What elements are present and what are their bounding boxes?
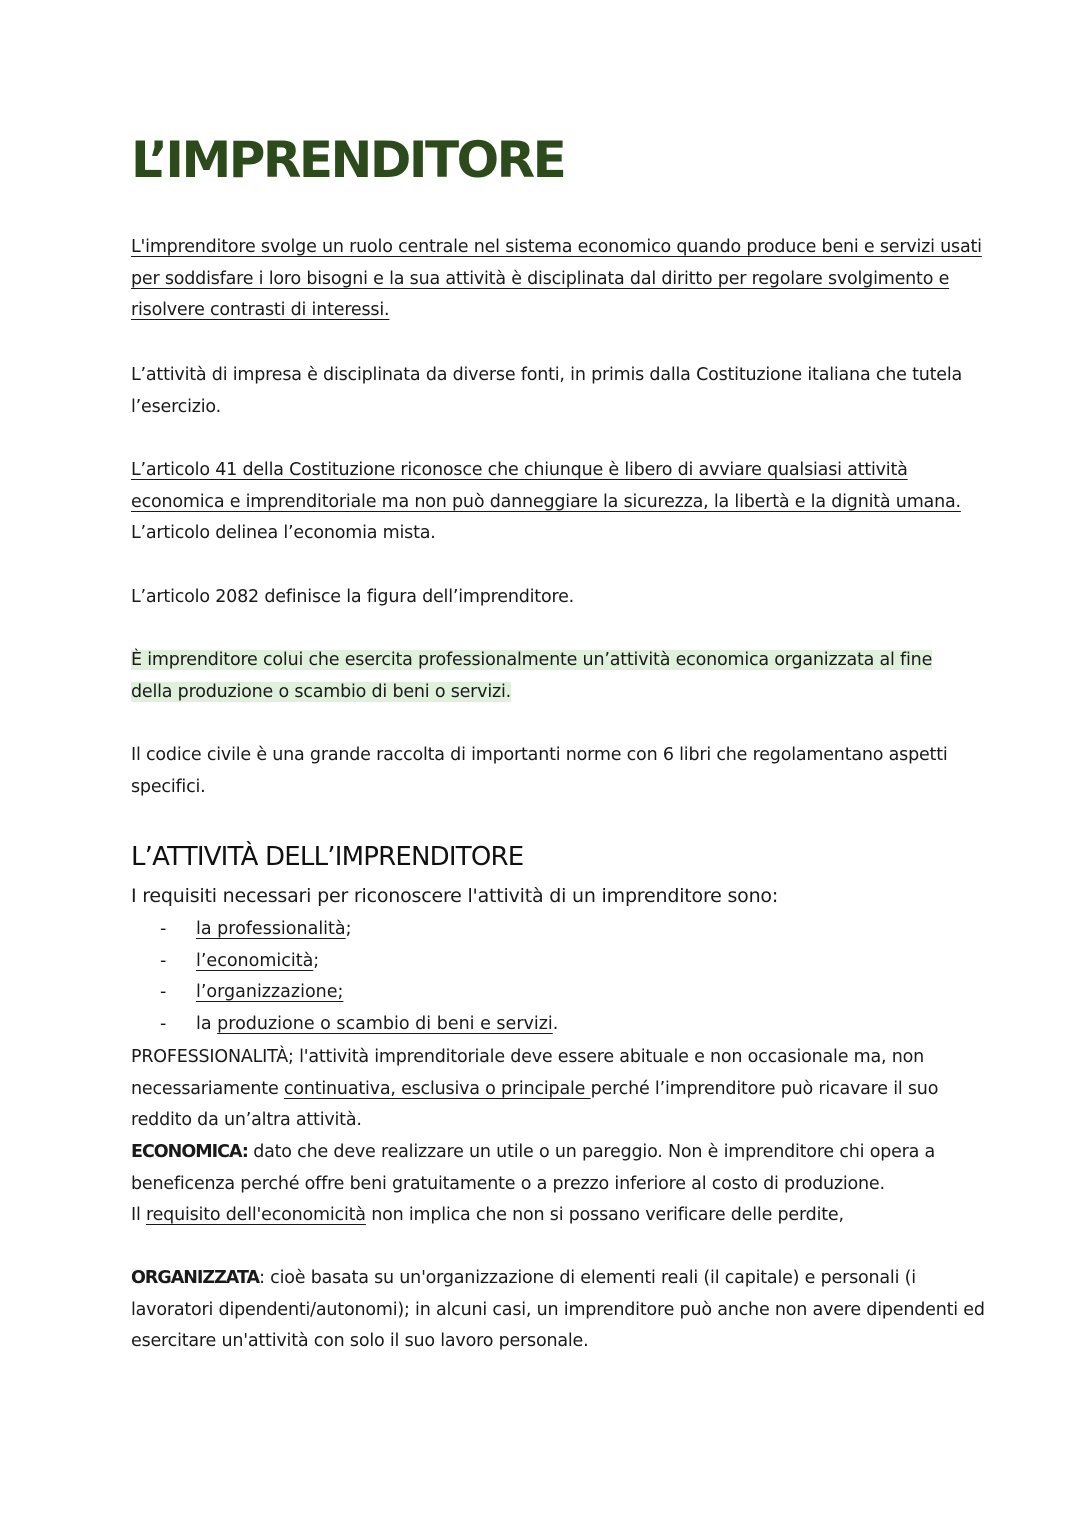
list-item <box>160 946 558 978</box>
list-dash: - <box>160 1014 167 1035</box>
economica-label: ECONOMICA: <box>131 1142 248 1162</box>
economica-line2-a: Il <box>131 1205 146 1225</box>
articolo41-rest-text: L’articolo delinea l’economia mista. <box>131 523 436 543</box>
list-item <box>160 914 558 946</box>
intro-paragraph <box>131 232 991 327</box>
section-heading: L’ATTIVITÀ DELL’IMPRENDITORE <box>131 842 524 872</box>
articolo2082-paragraph: L’articolo 2082 definisce la figura dell’imprenditore. <box>131 587 575 607</box>
professionalita-text-a: PROFESSIONALITÀ; l'attività imprenditoriale deve essere abituale e non occasionale ma, non necessariamente <box>131 1047 925 1099</box>
definizione-highlight: È imprenditore colui che esercita professionalmente un’attività economica organizzata al fine della produzione o scambio di beni o servizi. <box>131 650 933 702</box>
intro-underlined-text: L'imprenditore svolge un ruolo centrale nel sistema economico quando produce beni e servizi usati per soddisfare i loro bisogni e la sua attività è disciplinata dal diritto per regolare svolgimento e risolvere contrasti di interessi. <box>131 237 982 320</box>
organizzata-paragraph <box>131 1263 991 1358</box>
professionalita-paragraph <box>131 1042 991 1137</box>
list-dash: - <box>160 919 167 939</box>
list-item-underlined: produzione o scambio di beni e servizi <box>217 1014 553 1035</box>
professionalita-underlined: continuativa, esclusiva o principale <box>283 1078 591 1099</box>
requisiti-intro: I requisiti necessari per riconoscere l'attività di un imprenditore sono: <box>131 885 779 907</box>
economica-paragraph <box>131 1137 991 1232</box>
organizzata-label: ORGANIZZATA <box>131 1268 260 1288</box>
requisiti-list <box>160 914 558 1041</box>
economica-line2-underlined: requisito dell'economicità <box>146 1205 366 1225</box>
list-item-suffix: . <box>552 1014 559 1035</box>
economica-line2-b: non implica che non si possano verificare delle perdite, <box>365 1205 844 1225</box>
list-item <box>160 1009 558 1041</box>
list-item-underlined: l’economicità <box>196 950 314 971</box>
definizione-paragraph <box>131 645 961 708</box>
list-item-prefix: la <box>196 1014 218 1035</box>
list-dash: - <box>160 982 167 1003</box>
list-item-underlined: l’organizzazione; <box>196 982 344 1003</box>
fonti-paragraph: L’attività di impresa è disciplinata da diverse fonti, in primis dalla Costituzione italiana che tutela l’esercizio. <box>131 365 963 417</box>
list-item-suffix: ; <box>345 919 352 939</box>
list-item-suffix: ; <box>313 950 320 971</box>
organizzata-text: : cioè basata su un'organizzazione di elementi reali (il capitale) e personali (i lavoratori dipendenti/autonomi); in alcuni casi, un imprenditore può anche non avere dipendenti ed esercitare un'attività con solo il suo lavoro personale. <box>131 1268 985 1351</box>
articolo41-underlined-text: L’articolo 41 della Costituzione riconosce che chiunque è libero di avviare qualsiasi attività economica e imprenditoriale ma non può danneggiare la sicurezza, la libertà e la dignità umana. <box>131 460 961 512</box>
codice-civile-paragraph: Il codice civile è una grande raccolta di importanti norme con 6 libri che regolamentano aspetti specifici. <box>131 745 948 797</box>
list-item <box>160 977 558 1009</box>
list-item-underlined: la professionalità <box>196 919 346 939</box>
page-title: L’IMPRENDITORE <box>131 131 565 189</box>
economica-text: dato che deve realizzare un utile o un pareggio. Non è imprenditore chi opera a beneficenza perché offre beni gratuitamente o a prezzo inferiore al costo di produzione. <box>131 1142 936 1194</box>
articolo41-paragraph <box>131 455 991 550</box>
professionalita-text-b: perché l’imprenditore può ricavare il suo reddito da un’altra attività. <box>131 1078 939 1130</box>
list-dash: - <box>160 950 167 971</box>
